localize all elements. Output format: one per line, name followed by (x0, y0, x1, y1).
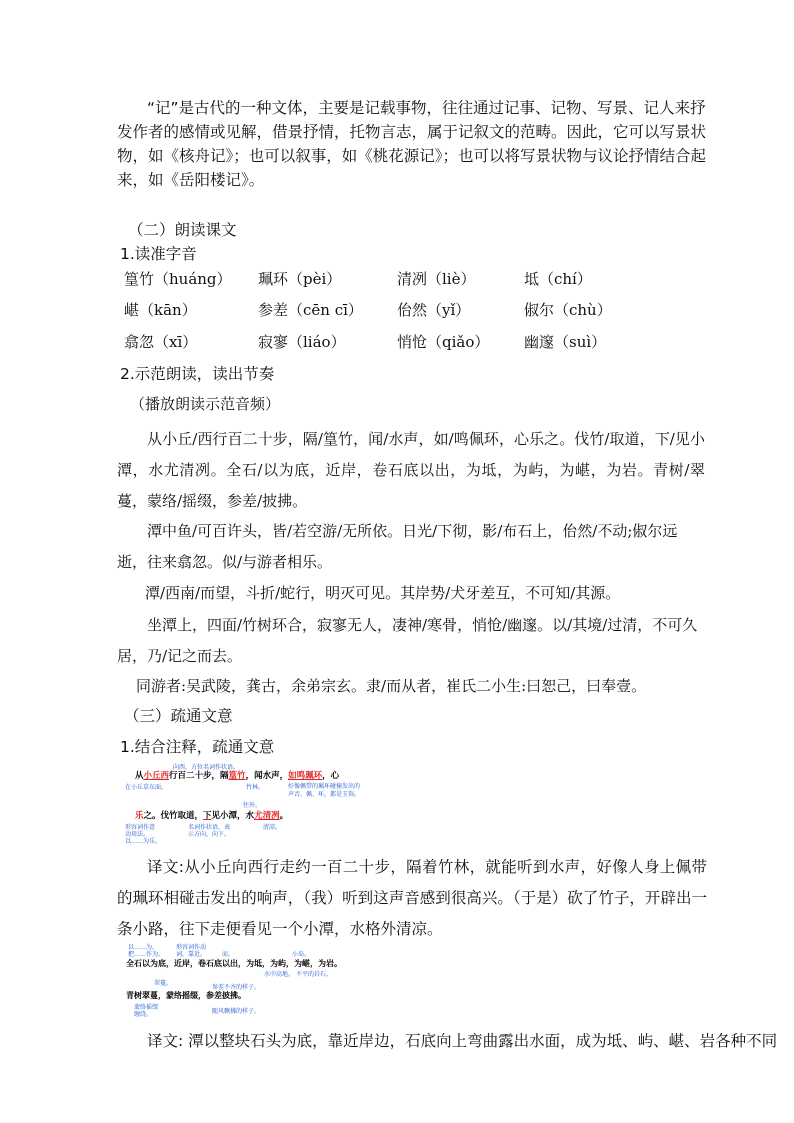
annotation: 随风飘拂的样子。 (212, 1008, 261, 1015)
pinyin-item: 珮环（pèi） (258, 270, 342, 288)
annotation: 参差不齐的样子。 (212, 984, 261, 991)
annotation: 而。 (222, 951, 235, 958)
section2-sub1: 1.读准字音 (120, 245, 197, 263)
annotated-line: 全石以为底，近岸，卷石底以出，为坻，为屿，为嵁，为岩。 (126, 959, 342, 968)
annotation: 形容词作动 (176, 944, 207, 951)
passage-5: 同游者:吴武陵，龚古，余弟宗玄。隶/而从者，崔氏二小生:曰恕己，曰奉壹。 (136, 677, 647, 695)
annotation: 水中高地。 (264, 971, 295, 978)
passage-1: 从小丘/西行百二十步，隔/篁竹，闻/水声，如/鸣佩环，心乐之。伐竹/取道，下/见小潭，水尤清冽。全石/以为底，近岸，卷石底以出，为坻，为屿，为嵁，为岩。青树/翠蔓，蒙络/摇缀，参差/披拂。 (117, 430, 705, 510)
annotation: 以……为乐。 (125, 838, 162, 845)
audio-note: （播放朗读示范音频） (130, 395, 281, 413)
pinyin-item: 嵁（kān） (124, 301, 197, 319)
annotation: 缠绕。 (134, 1011, 153, 1018)
pinyin-item: 寂寥（liáo） (258, 333, 346, 351)
section2-sub2: 2.示范朗读，读出节奏 (120, 365, 275, 383)
annotation: 不平的岩石。 (296, 971, 333, 978)
annotation: 翠蔓。 (154, 980, 173, 987)
annotated-line: 乐之。伐竹取道，下见小潭，水尤清冽。 (135, 811, 289, 821)
section3-sub1: 1.结合注释，疏通文意 (120, 738, 275, 756)
pinyin-item: 佁然（yǐ） (397, 301, 471, 319)
translation-2: 译文: 潭以整块石头为底，靠近岸边，石底向上弯曲露出水面，成为坻、屿、嵁、岩各种不同 (147, 1032, 778, 1050)
annotation-image-1 (123, 760, 368, 845)
pinyin-item: 俶尔（chù） (524, 301, 612, 319)
annotation: 小岛。 (292, 951, 311, 958)
annotation: 把……作为。 (128, 951, 165, 958)
pinyin-item: 翕忽（xī） (124, 333, 198, 351)
pinyin-item: 幽邃（suì） (524, 333, 607, 351)
annotation: 往外。 (243, 802, 262, 809)
pinyin-item: 参差（cēn cī） (258, 301, 363, 319)
annotation: 向西，方位名词作状语。 (173, 764, 240, 771)
section3-heading: （三）疏通文意 (124, 707, 233, 725)
intro-paragraph: “记”是古代的一种文体，主要是记载事物，往往通过记事、记物、写景、记人来抒发作者的感情或见解，借景抒情，托物言志，属于记叙文的范畴。因此，它可以写景状物，如《核舟记》；也可以叙事，如《桃花源记》；也可以将写景状物与议论抒情结合起来，如《岳阳楼记》。 (117, 99, 707, 189)
annotation: 名词作状语，表 (188, 824, 231, 831)
pinyin-item: 清冽（liè） (397, 270, 476, 288)
annotation: 动用法。 (125, 831, 150, 838)
annotation: 清凉。 (263, 824, 282, 831)
annotation: 形容词作意 (125, 824, 156, 831)
pinyin-item: 悄怆（qiǎo） (397, 333, 490, 351)
annotated-line: 从小丘西行百二十步，隔篁竹，闻水声，如鸣珮环，心 (135, 771, 340, 781)
section2-heading: （二）朗读课文 (128, 221, 237, 239)
translation-1: 译文:从小丘向西行走约一百二十步，隔着竹林，就能听到水声，好像人身上佩带的珮环相碰击发出的响声，（我）听到这声音感到很高兴。（于是）砍了竹子，开辟出一条小路，往下走便看见一个小潭，水格外清凉。 (117, 858, 707, 938)
pinyin-item: 坻（chí） (524, 270, 592, 288)
pinyin-item: 篁竹（huáng） (124, 270, 232, 288)
passage-4: 坐潭上，四面/竹树环合，寂寥无人，凄神/寒骨，悄怆/幽邃。以/其境/过清，不可久居，乃/记之而去。 (117, 616, 698, 665)
annotation: 竹林。 (246, 784, 265, 791)
annotation: 以……为， (128, 944, 159, 951)
annotation: 蒙络摇缀 (134, 1004, 159, 1011)
annotation: 词，靠近。 (176, 951, 207, 958)
annotation: 示方向，向下。 (188, 831, 231, 838)
passage-3: 潭/西南/而望，斗折/蛇行，明灭可见。其岸势/犬牙差互，不可知/其源。 (145, 584, 621, 602)
passage-2: 潭中鱼/可百许头，皆/若空游/无所依。日光/下彻，影/布石上，佁然/不动;俶尔远逝，往来翕忽。似/与游者相乐。 (117, 522, 678, 571)
annotation-image-2 (124, 940, 344, 1018)
annotated-line: 青树翠蔓，蒙络摇缀，参差披拂。 (126, 991, 246, 1000)
annotation: 好像佩带的珮环碰撞发出的 (288, 783, 361, 790)
annotation: 在小丘草东面。 (125, 784, 168, 791)
annotation: 声音。佩、环，都是玉饰。 (288, 791, 361, 798)
